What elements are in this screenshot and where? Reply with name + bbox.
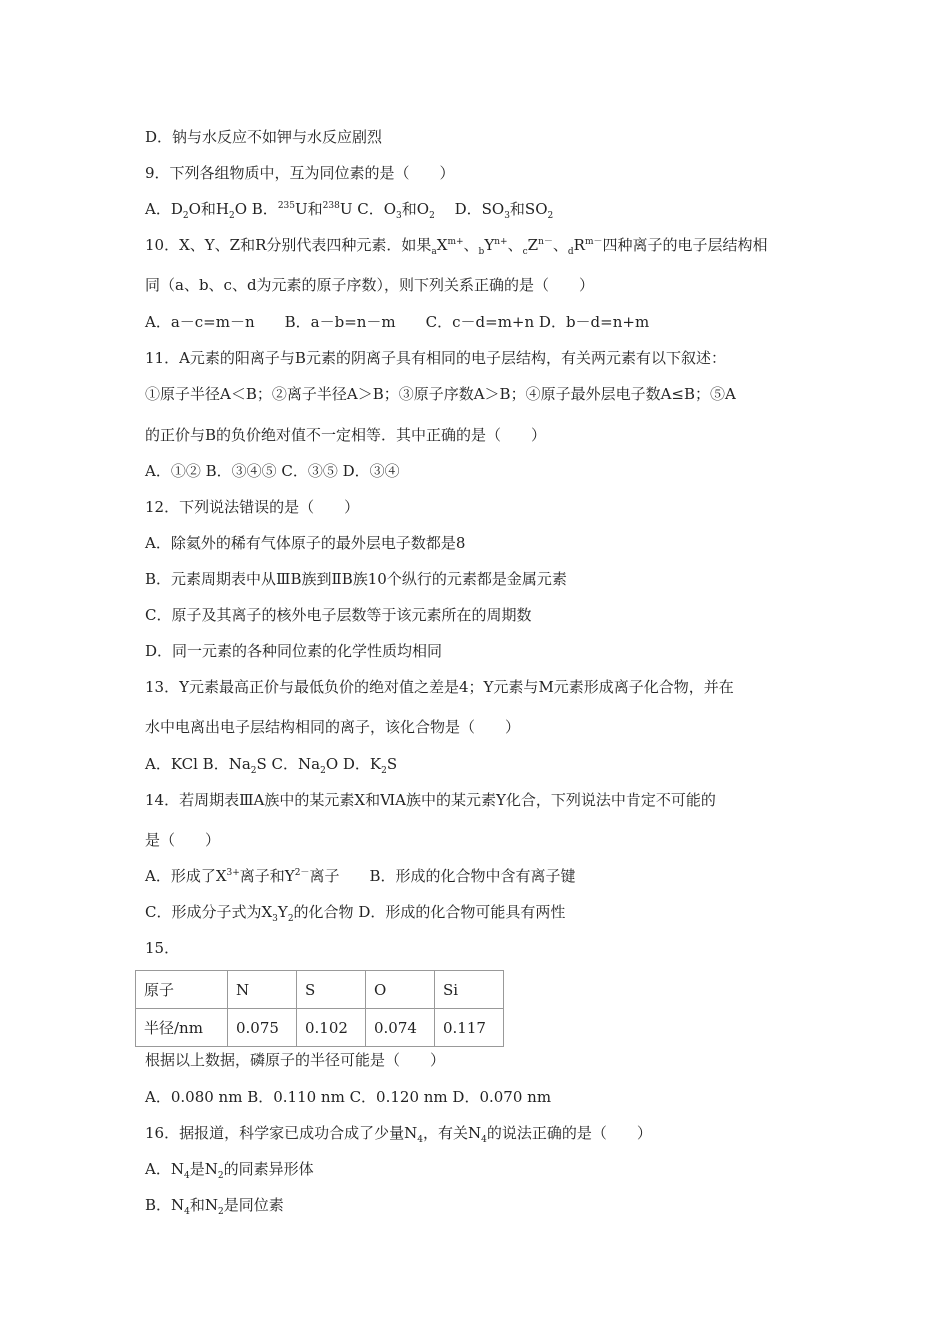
- table-cell: Si: [435, 971, 504, 1009]
- q14-options-ab: A．形成了$X^{3+}$离子和$Y^{2-}$离子 B．形成的化合物中含有离子键: [145, 867, 576, 885]
- q12-option-a: A．除氦外的稀有气体原子的最外层电子数都是8: [145, 534, 466, 552]
- table-cell: N: [228, 971, 297, 1009]
- q11-stem-line3: 的正价与B的负价绝对值不一定相等．其中正确的是（ ）: [145, 426, 547, 444]
- radius-table: [135, 970, 504, 1047]
- table-cell: S: [297, 971, 366, 1009]
- q9-stem: 9．下列各组物质中，互为同位素的是（ ）: [145, 164, 455, 182]
- q10-stem-line1: 10．X、Y、Z和R分别代表四种元素．如果$_aX^{m+}$、$_bY^{n+}$、$_cZ^{n-}$、$_dR^{m-}$四种离子的电子层结构相: [145, 236, 768, 257]
- q11-stem-line2: ①原子半径A＜B；②离子半径A＞B；③原子序数A＞B；④原子最外层电子数A≤B；⑤A: [145, 385, 736, 403]
- table-cell: 0.074: [366, 1009, 435, 1047]
- table-cell: 半径/nm: [136, 1009, 228, 1047]
- q12-option-b: B．元素周期表中从ⅢB族到ⅡB族10个纵行的元素都是金属元素: [145, 570, 567, 588]
- q12-option-c: C．原子及其离子的核外电子层数等于该元素所在的周期数: [145, 606, 532, 624]
- q10-stem-line2: 同（a、b、c、d为元素的原子序数），则下列关系正确的是（ ）: [145, 276, 595, 294]
- q14-stem-line2: 是（ ）: [145, 831, 221, 849]
- q14-options-cd: C．形成分子式为$X_3Y_2$的化合物 D．形成的化合物可能具有两性: [145, 903, 566, 924]
- q13-stem-line1: 13．Y元素最高正价与最低负价的绝对值之差是4；Y元素与M元素形成离子化合物，并在: [145, 678, 734, 696]
- q9-options: A．$D_2O$和$H_2O$ B．$^{235}$U和$^{238}$U C．$O_3$和$O_2$ D．$SO_3$和$SO_2$: [145, 200, 554, 221]
- q15-options: A．0.080 nm B．0.110 nm C．0.120 nm D．0.070 nm: [145, 1088, 552, 1106]
- table-cell: 原子: [136, 971, 228, 1009]
- q11-stem-line1: 11．A元素的阳离子与B元素的阴离子具有相同的电子层结构，有关两元素有以下叙述：: [145, 349, 726, 367]
- q13-options: A．KCl B．$Na_2S$ C．$Na_2O$ D．$K_2S$: [145, 755, 398, 776]
- q12-stem: 12．下列说法错误的是（ ）: [145, 498, 360, 516]
- table-cell: 0.117: [435, 1009, 504, 1047]
- q15-number: 15．: [145, 939, 180, 957]
- q16-option-a: A．$N_4$是$N_2$的同素异形体: [145, 1160, 314, 1181]
- q16-stem: 16．据报道，科学家已成功合成了少量$N_4$，有关$N_4$的说法正确的是（ ）: [145, 1124, 652, 1145]
- table-row: [136, 971, 504, 1009]
- q8-option-d: D．钠与水反应不如钾与水反应剧烈: [145, 128, 383, 146]
- q15-stem: 根据以上数据，磷原子的半径可能是（ ）: [145, 1051, 446, 1069]
- q13-stem-line2: 水中电离出电子层结构相同的离子，该化合物是（ ）: [145, 718, 521, 736]
- table-row: [136, 1009, 504, 1047]
- table-cell: 0.102: [297, 1009, 366, 1047]
- q16-option-b: B．$N_4$和$N_2$是同位素: [145, 1196, 284, 1217]
- table-cell: 0.075: [228, 1009, 297, 1047]
- table-cell: O: [366, 971, 435, 1009]
- q12-option-d: D．同一元素的各种同位素的化学性质均相同: [145, 642, 443, 660]
- q10-options: A．a－c=m－n B．a－b=n－m C．c－d=m+n D．b－d=n+m: [145, 313, 650, 331]
- q14-stem-line1: 14．若周期表ⅢA族中的某元素X和ⅥA族中的某元素Y化合，下列说法中肯定不可能的: [145, 791, 716, 809]
- q11-options: A．①② B．③④⑤ C．③⑤ D．③④: [145, 462, 400, 480]
